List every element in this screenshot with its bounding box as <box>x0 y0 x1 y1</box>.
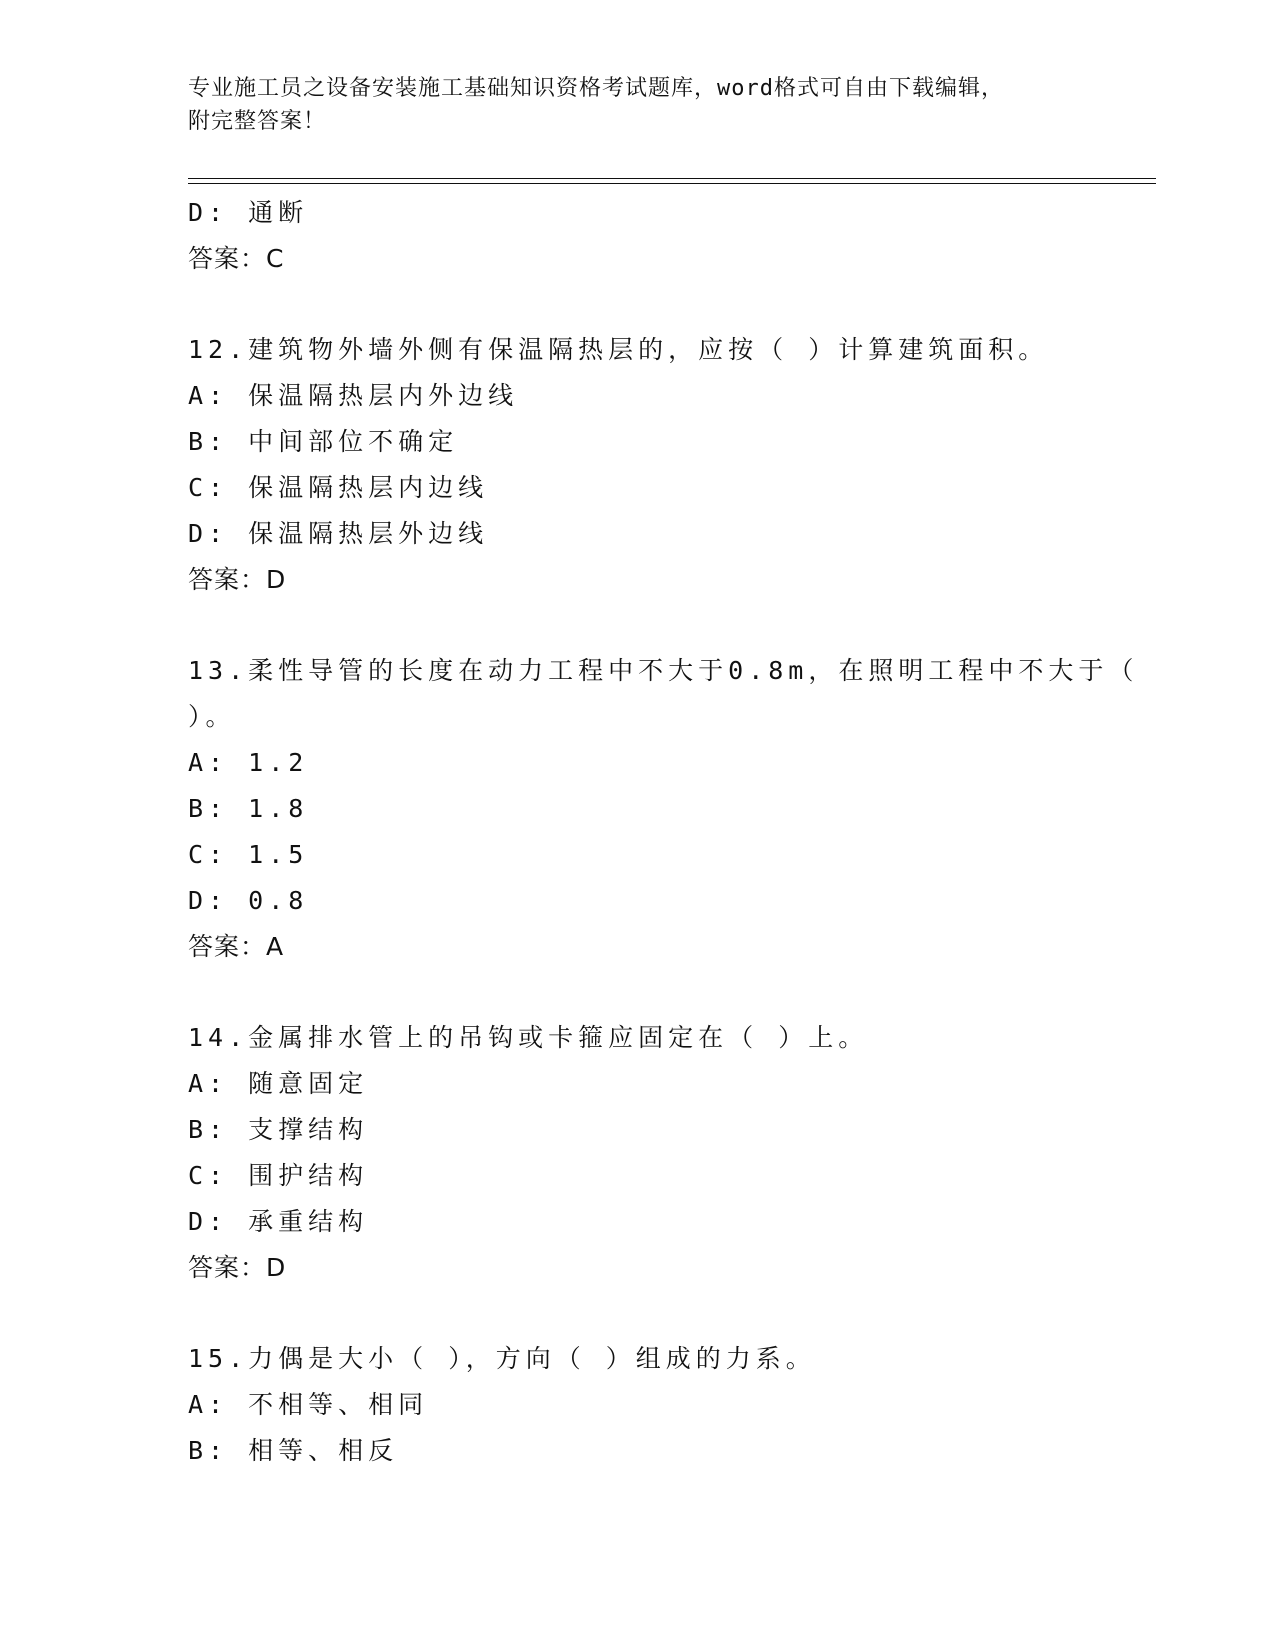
header-line-1: 专业施工员之设备安装施工基础知识资格考试题库，word格式可自由下载编辑， <box>188 76 1004 101</box>
carryover-question <box>188 190 1118 282</box>
question-stem: 13.柔性导管的长度在动力工程中不大于0.8m，在照明工程中不大于（ <box>188 656 1139 685</box>
option-a: A: 保温隔热层内外边线 <box>188 381 519 410</box>
option-b: B: 1.8 <box>188 794 309 823</box>
option-a: A: 不相等、相同 <box>188 1390 429 1419</box>
option-b: B: 中间部位不确定 <box>188 427 459 456</box>
answer-line: 答案：D <box>188 1253 287 1282</box>
option-d: D: 通断 <box>188 198 309 227</box>
answer-line: 答案：D <box>188 565 287 594</box>
question-stem-continued: ）。 <box>188 702 236 731</box>
question-stem: 12.建筑物外墙外侧有保温隔热层的，应按（ ）计算建筑面积。 <box>188 335 1049 364</box>
question-stem: 14.金属排水管上的吊钩或卡箍应固定在（ ）上。 <box>188 1023 869 1052</box>
option-c: C: 保温隔热层内边线 <box>188 473 489 502</box>
option-d: D: 0.8 <box>188 886 309 915</box>
option-d: D: 保温隔热层外边线 <box>188 519 489 548</box>
answer-line: 答案：C <box>188 244 285 273</box>
header-line-2: 附完整答案！ <box>188 109 327 134</box>
option-a: A: 随意固定 <box>188 1069 369 1098</box>
option-c: C: 围护结构 <box>188 1161 369 1190</box>
answer-line: 答案：A <box>188 932 285 961</box>
question-13 <box>188 648 1139 970</box>
question-15 <box>188 1336 1118 1474</box>
option-d: D: 承重结构 <box>188 1207 369 1236</box>
header-divider-bottom <box>188 183 1156 184</box>
option-b: B: 支撑结构 <box>188 1115 369 1144</box>
question-12 <box>188 327 1118 603</box>
question-list <box>188 190 1139 1474</box>
option-a: A: 1.2 <box>188 748 309 777</box>
document-header <box>188 72 1068 138</box>
question-stem: 15.力偶是大小（ ），方向（ ）组成的力系。 <box>188 1344 816 1373</box>
option-b: B: 相等、相反 <box>188 1436 399 1465</box>
question-14 <box>188 1015 1118 1291</box>
option-c: C: 1.5 <box>188 840 309 869</box>
header-divider-top <box>188 178 1156 179</box>
